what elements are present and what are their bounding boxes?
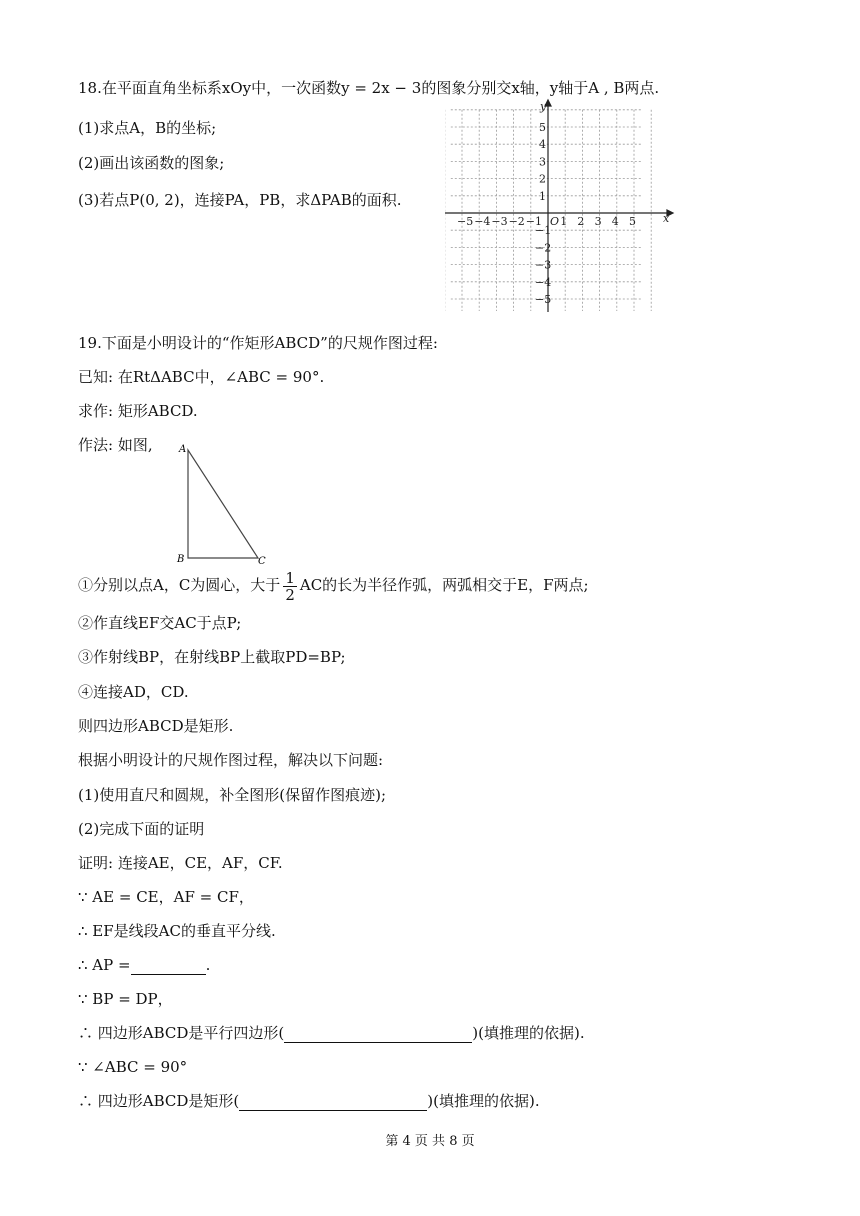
x-tick-label: 1 — [560, 215, 568, 228]
proof-line-6-post: )(填推理的依据). — [472, 1024, 585, 1042]
step-1-pre: ①分别以点A，C为圆心，大于 — [78, 576, 281, 594]
x-tick-label: 2 — [577, 215, 585, 228]
x-tick-label: −5 — [457, 215, 474, 228]
x-tick-label: −2 — [508, 215, 525, 228]
proof-line-4-pre: ∴ AP = — [78, 956, 131, 974]
q19-part2: (2)完成下面的证明 — [78, 820, 205, 838]
proof-line-8-post: )(填推理的依据). — [427, 1092, 540, 1110]
proof-line-3: ∴ EF是线段AC的垂直平分线. — [78, 922, 276, 940]
x-tick-label: 5 — [629, 215, 636, 228]
y-tick-label: −4 — [535, 275, 552, 289]
x-axis-label: x — [663, 212, 670, 225]
answer-blank-ap[interactable] — [131, 958, 206, 975]
x-tick-label: 3 — [594, 215, 602, 228]
y-tick-label: 2 — [539, 172, 546, 186]
y-tick-label: 4 — [539, 138, 546, 152]
q18-part2: (2)画出该函数的图象; — [78, 154, 225, 172]
q18-title: 18.在平面直角坐标系xOy中，一次函数y = 2x − 3的图象分别交x轴，y轴于A , B两点. — [78, 79, 660, 97]
proof-line-8 — [78, 1091, 540, 1111]
y-axis-label: y — [540, 100, 547, 113]
y-tick-label: −1 — [535, 224, 552, 238]
q19-title: 19.下面是小明设计的“作矩形ABCD”的尺规作图过程: — [78, 334, 438, 352]
step-3: ③作射线BP，在射线BP上截取PD=BP; — [78, 648, 346, 666]
y-tick-label: 1 — [539, 189, 546, 203]
proof-line-6 — [78, 1023, 585, 1043]
triangle-abc — [188, 450, 258, 558]
fraction-denominator: 2 — [285, 585, 295, 604]
coordinate-grid — [445, 98, 675, 314]
vertex-c-label: C — [258, 556, 266, 567]
q19-method: 作法: 如图, — [78, 436, 153, 454]
q19-known: 已知: 在RtΔABC中，∠ABC = 90°. — [78, 368, 325, 386]
y-tick-label: 3 — [539, 155, 546, 169]
x-tick-label: −4 — [474, 215, 491, 228]
proof-line-5: ∵ BP = DP， — [78, 990, 173, 1008]
y-tick-label: −2 — [535, 241, 552, 255]
step-1 — [78, 565, 589, 605]
q18-part1: (1)求点A，B的坐标; — [78, 119, 217, 137]
origin-label: O — [550, 215, 560, 228]
answer-blank-rectangle-reason[interactable] — [239, 1094, 427, 1111]
y-tick-label: 5 — [539, 121, 546, 134]
proof-line-2: ∵ AE = CE，AF = CF， — [78, 888, 254, 906]
fraction-numerator: 1 — [285, 568, 295, 587]
proof-line-8-pre: ∴ 四边形ABCD是矩形( — [78, 1092, 240, 1110]
vertex-b-label: B — [177, 554, 185, 565]
answer-blank-parallelogram-reason[interactable] — [284, 1026, 472, 1043]
proof-line-1: 证明: 连接AE，CE，AF，CF. — [78, 854, 283, 872]
right-triangle-figure — [170, 440, 280, 570]
conclusion: 则四边形ABCD是矩形. — [78, 717, 234, 735]
q19-require: 求作: 矩形ABCD. — [78, 402, 198, 420]
q19-part1: (1)使用直尺和圆规，补全图形(保留作图痕迹); — [78, 786, 387, 804]
y-tick-label: −3 — [535, 258, 552, 272]
page-footer: 第 4 页 共 8 页 — [385, 1134, 475, 1149]
solve-intro: 根据小明设计的尺规作图过程，解决以下问题: — [78, 751, 384, 769]
vertex-a-label: A — [179, 444, 187, 455]
step-2: ②作直线EF交AC于点P; — [78, 614, 242, 632]
x-tick-label: −1 — [525, 215, 543, 228]
q18-part3: (3)若点P(0, 2)，连接PA，PB，求ΔPAB的面积. — [78, 191, 402, 209]
half-fraction — [283, 570, 297, 603]
proof-line-6-pre: ∴ 四边形ABCD是平行四边形( — [78, 1024, 285, 1042]
y-tick-label: −5 — [535, 293, 552, 306]
proof-line-7: ∵ ∠ABC = 90° — [78, 1058, 188, 1076]
step-1-post: AC的长为半径作弧，两弧相交于E，F两点; — [299, 576, 589, 594]
step-4: ④连接AD，CD. — [78, 683, 189, 701]
x-tick-label: 4 — [611, 215, 619, 228]
x-tick-label: −3 — [491, 215, 508, 228]
proof-line-4 — [78, 955, 210, 975]
proof-line-4-post: . — [205, 956, 211, 974]
